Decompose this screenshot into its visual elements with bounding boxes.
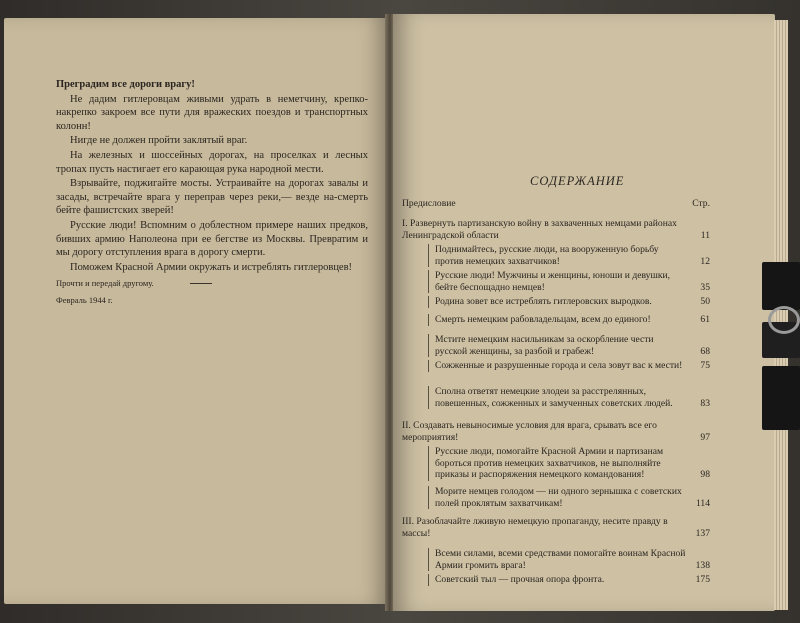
toc-entry[interactable]: II. Создавать невыносимые условия для врага, срывать все его мероприятия! 97 bbox=[402, 420, 710, 443]
toc-entry[interactable]: Мстите немецким насильникам за оскорбление чести русской женщины, за разбой и грабеж! 68 bbox=[402, 334, 710, 357]
toc-entry[interactable]: Русские люди, помогайте Красной Армии и партизанам бороться против немецких захватчиков, не выполняйте приказы и распоряжения немецкого командования! 98 bbox=[402, 446, 710, 481]
page-column-header: Стр. bbox=[692, 198, 710, 209]
toc-entry[interactable]: Советский тыл — прочная опора фронта. 175 bbox=[402, 574, 710, 586]
appeal-text bbox=[56, 78, 368, 309]
toc-entry[interactable]: Морите немцев голодом — ни одного зернышка с советских полей проклятым захватчикам! 114 bbox=[402, 486, 710, 509]
toc-entry[interactable]: Сожженные и разрушенные города и села зовут вас к мести! 75 bbox=[402, 360, 710, 372]
toc-entry[interactable]: Поднимайтесь, русские люди, на вооруженную борьбу против немецких захватчиков! 12 bbox=[402, 244, 710, 267]
toc-entry[interactable]: Сполна ответят немецкие злодеи за расстрелянных, повешенных, сожженных и замученных советских людей. 83 bbox=[402, 386, 710, 409]
toc-entry[interactable]: III. Разоблачайте лживую немецкую пропаганду, несите правду в массы! 137 bbox=[402, 516, 710, 539]
print-date: Февраль 1944 г. bbox=[56, 294, 113, 305]
appeal-paragraph: На железных и шоссейных дорогах, на проселках и лесных тропах пусть настигает его карающая рука народной мести. bbox=[56, 149, 368, 175]
toc-entry[interactable]: Родина зовет все истреблять гитлеровских выродков. 50 bbox=[402, 296, 710, 308]
contents-title: СОДЕРЖАНИЕ bbox=[530, 174, 625, 188]
toc-entry[interactable]: Всеми силами, всеми средствами помогайте воинам Красной Армии громить врага! 138 bbox=[402, 548, 710, 571]
appeal-paragraph: Не дадим гитлеровцам живыми удрать в неметчину, крепко-накрепко закроем все пути для вражеских поездов и транспортных колонн! bbox=[56, 93, 368, 132]
appeal-paragraph: Взрывайте, поджигайте мосты. Устраивайте на дорогах завалы и засады, встречайте врага у переправ через реки,— везде на-смерть бейте фашистских зверей! bbox=[56, 178, 368, 217]
appeal-paragraph: Поможем Красной Армии окружать и истреблять гитлеровцев! bbox=[70, 261, 353, 273]
toc-entry[interactable]: Смерть немецким рабовладельцам, всем до единого! 61 bbox=[402, 314, 710, 326]
preface-label: Предисловие bbox=[402, 198, 456, 209]
appeal-heading: Преградим все дороги врагу! bbox=[56, 79, 195, 90]
binder-clip-icon bbox=[762, 262, 800, 430]
toc-entry[interactable]: Русские люди! Мужчины и женщины, юноши и девушки, бейте беспощадно немцев! 35 bbox=[402, 270, 710, 293]
appeal-paragraph: Нигде не должен пройти заклятый враг. bbox=[70, 135, 248, 147]
appeal-paragraph: Русские люди! Вспомним о доблестном примере наших предков, бивших армию Наполеона при ее бегстве из Москвы. Превратим и мы дорогу отступления врага в дорогу смерти. bbox=[56, 219, 368, 259]
pass-on-note: Прочти и передай другому. bbox=[56, 278, 154, 289]
divider-line bbox=[190, 283, 212, 284]
toc-entry[interactable]: I. Развернуть партизанскую войну в захваченных немцами районах Ленинградской области 11 bbox=[402, 218, 710, 241]
